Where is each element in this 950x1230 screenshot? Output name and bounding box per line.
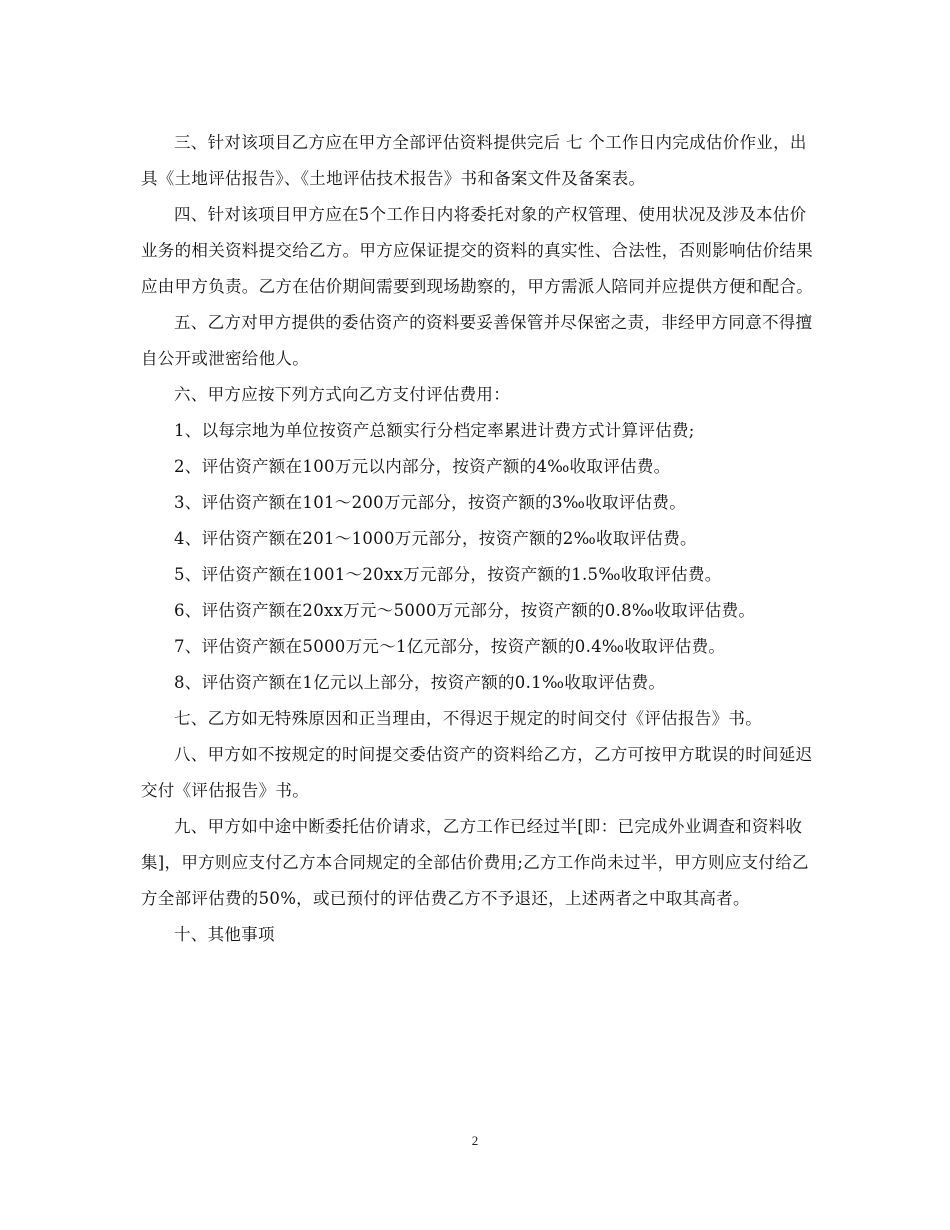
clause-5: 五、乙方对甲方提供的委估资产的资料要妥善保管并尽保密之责，非经甲方同意不得擅自公开或泄密给他人。 [141,313,813,368]
clause-8: 八、甲方如不按规定的时间提交委估资产的资料给乙方，乙方可按甲方耽误的时间延迟交付《评估报告》书。 [141,745,813,800]
fee-item-3: 3、评估资产额在101～200万元部分，按资产额的3‰收取评估费。 [174,493,687,512]
clause-3: 三、针对该项目乙方应在甲方全部评估资料提供完后 七 个工作日内完成估价作业，出具《土地评估报告》、《土地评估技术报告》书和备案文件及备案表。 [141,133,807,188]
fee-item-5: 5、评估资产额在1001～20xx万元部分，按资产额的1.5‰收取评估费。 [174,565,722,584]
clause-7: 七、乙方如无特殊原因和正当理由，不得迟于规定的时间交付《评估报告》书。 [174,709,762,728]
fee-item-7: 7、评估资产额在5000万元～1亿元部分，按资产额的0.4‰收取评估费。 [174,637,726,656]
fee-item-4: 4、评估资产额在201～1000万元部分，按资产额的2‰收取评估费。 [174,529,697,548]
document-body [141,125,816,953]
page-number: 2 [471,1133,479,1148]
clause-10: 十、其他事项 [174,925,275,944]
clause-9: 九、甲方如中途中断委托估价请求，乙方工作已经过半[即：已完成外业调查和资料收集]，甲方则应支付乙方本合同规定的全部估价费用;乙方工作尚未过半，甲方则应支付给乙方全部评估费的50%，或已预付的评估费乙方不予退还，上述两者之中取其高者。 [141,817,809,908]
clause-4: 四、针对该项目甲方应在5个工作日内将委托对象的产权管理、使用状况及涉及本估价业务的相关资料提交给乙方。甲方应保证提交的资料的真实性、合法性，否则影响估价结果应由甲方负责。乙方在估价期间需要到现场勘察的，甲方需派人陪同并应提供方便和配合。 [141,205,813,296]
fee-item-6: 6、评估资产额在20xx万元～5000万元部分，按资产额的0.8‰收取评估费。 [174,601,756,620]
fee-item-2: 2、评估资产额在100万元以内部分，按资产额的4‰收取评估费。 [174,457,671,476]
fee-item-1: 1、以每宗地为单位按资产总额实行分档定率累进计费方式计算评估费; [174,421,695,440]
fee-item-8: 8、评估资产额在1亿元以上部分，按资产额的0.1‰收取评估费。 [174,673,666,692]
clause-6: 六、甲方应按下列方式向乙方支付评估费用： [174,385,510,404]
